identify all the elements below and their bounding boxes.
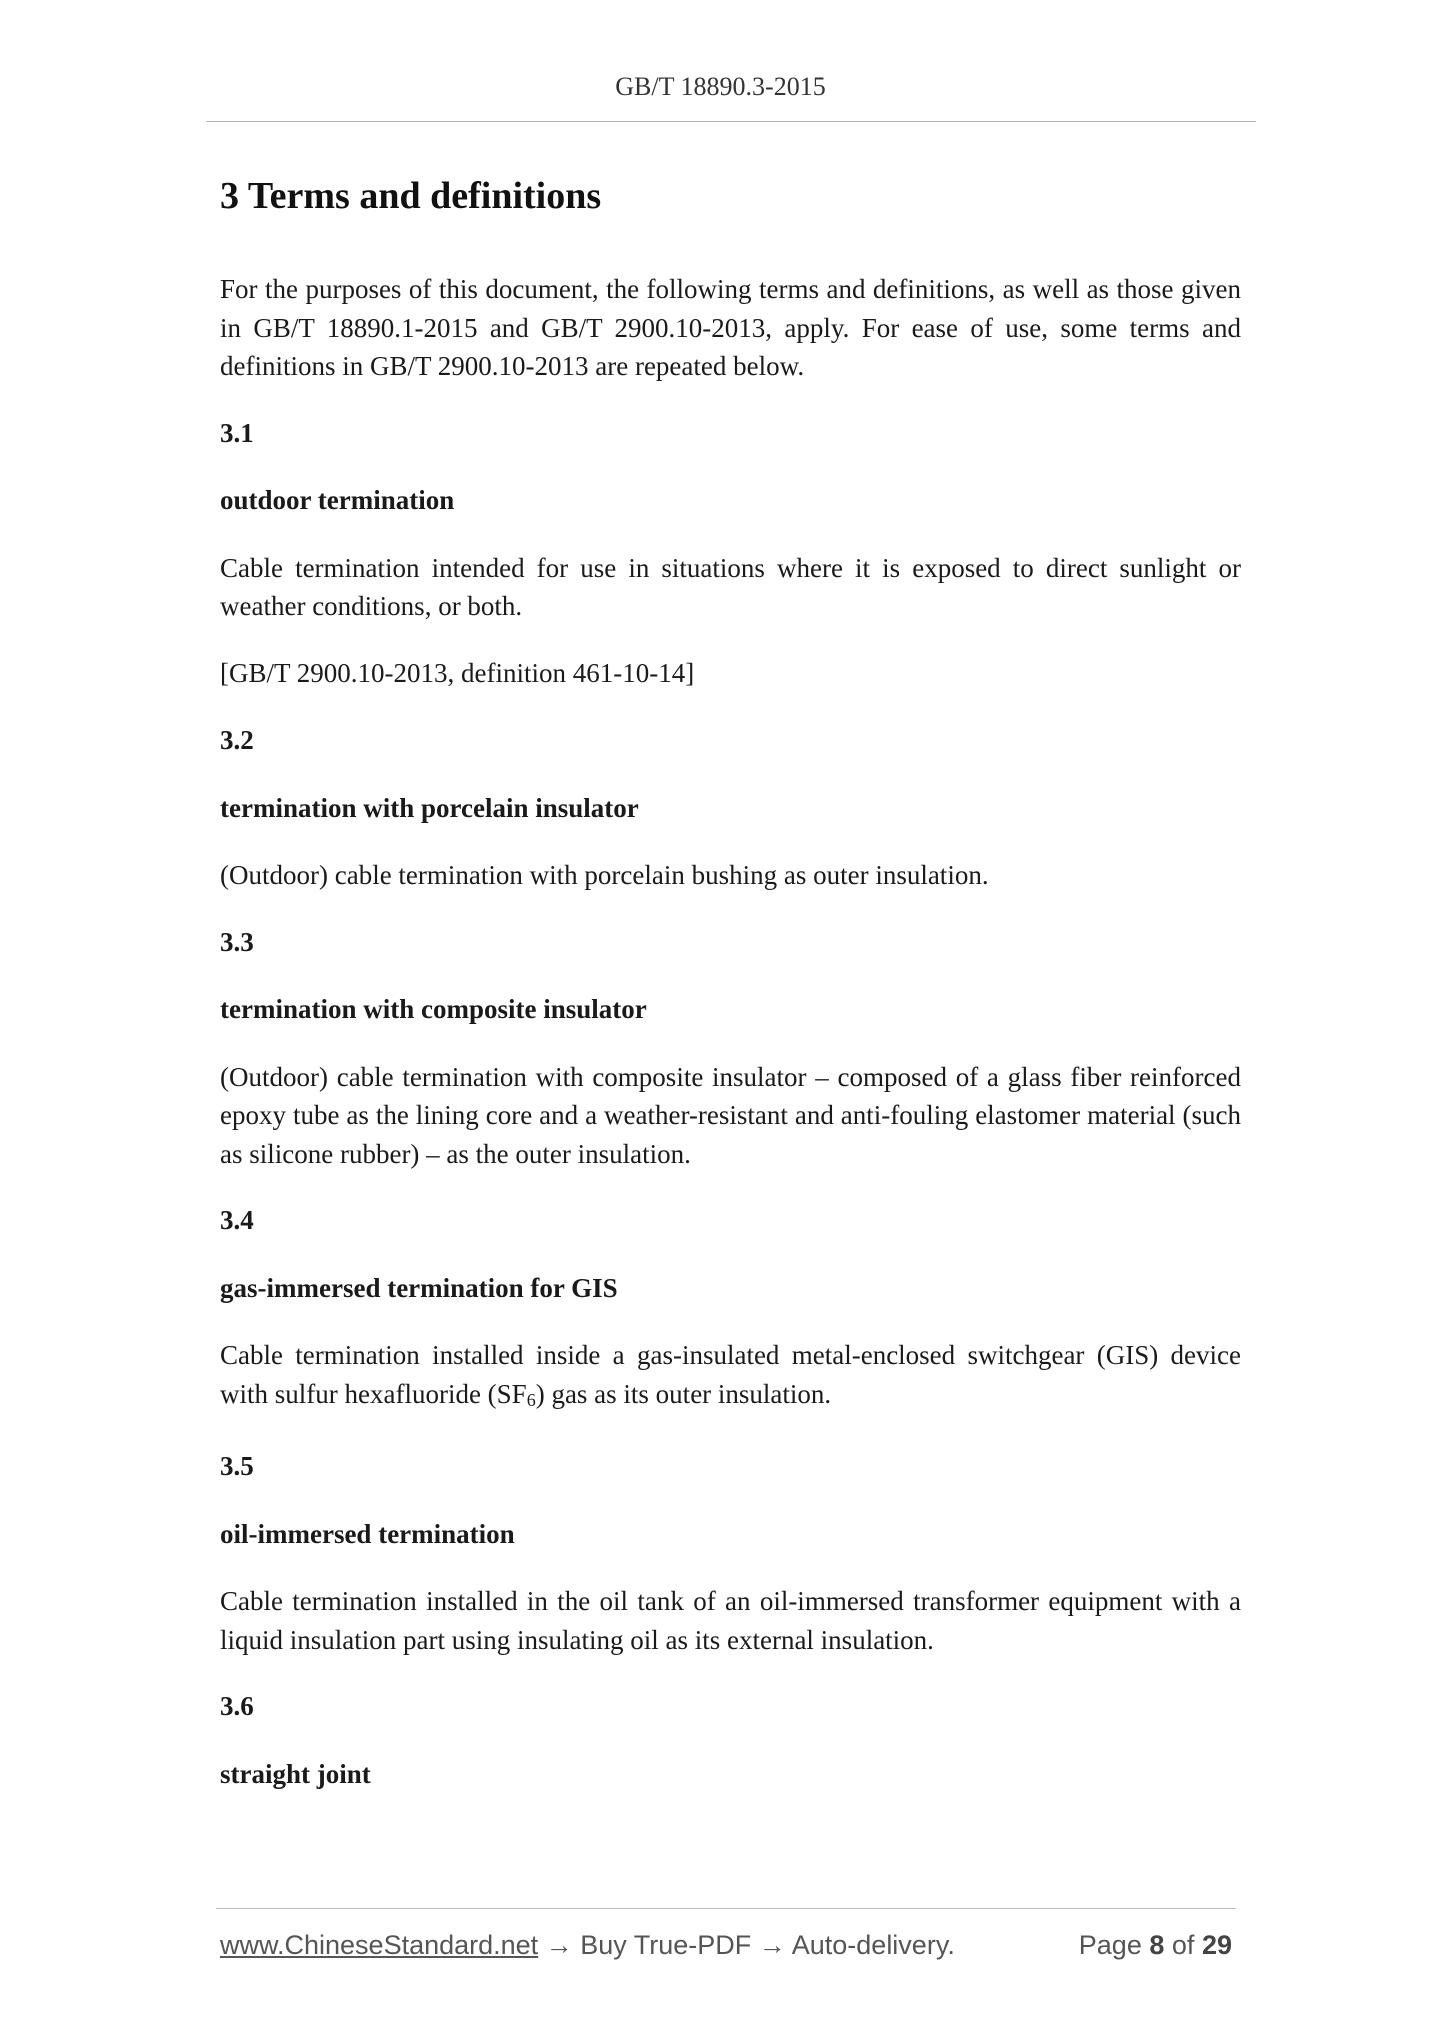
term-number: 3.4 xyxy=(220,1205,254,1235)
footer-tagline: → Buy True-PDF → Auto-delivery. xyxy=(538,1930,955,1960)
section-intro: For the purposes of this document, the following terms and definitions, as well as those given in GB/T 18890.1-2015 and GB/T 2900.10-2013, apply. For ease of use, some terms and definitions in GB/T 2900.10-2013 are repeated below. xyxy=(220,274,1241,381)
term-name: outdoor termination xyxy=(220,485,455,515)
term-definition xyxy=(220,1336,1241,1419)
footer-divider xyxy=(216,1908,1236,1909)
term-definition: (Outdoor) cable termination with composite insulator – composed of a glass fiber reinforced epoxy tube as the lining core and a weather-resistant and anti-fouling elastomer material (such as silicone rubber) – as the outer insulation. xyxy=(220,1061,1241,1169)
page-label: Page xyxy=(1078,1930,1142,1960)
term-name: straight joint xyxy=(220,1758,371,1789)
term-name: oil-immersed termination xyxy=(220,1518,515,1549)
term-definition: Cable termination installed in the oil tank of an oil-immersed transformer equipment with a liquid insulation part using insulating oil as its external insulation. xyxy=(220,1586,1241,1655)
term-number: 3.5 xyxy=(220,1451,254,1481)
page-content xyxy=(220,168,1241,1822)
term-name: termination with porcelain insulator xyxy=(220,792,639,823)
total-pages: 29 xyxy=(1201,1930,1232,1960)
term-number: 3.1 xyxy=(220,417,254,448)
term-number: 3.2 xyxy=(220,725,254,755)
section-title: 3 Terms and definitions xyxy=(220,175,602,217)
page-footer xyxy=(220,1930,1232,1961)
term-number: 3.3 xyxy=(220,926,254,957)
definition-text: ) gas as its outer insulation. xyxy=(535,1378,832,1409)
header-divider xyxy=(206,121,1256,122)
term-name: gas-immersed termination for GIS xyxy=(220,1272,618,1303)
term-source: [GB/T 2900.10-2013, definition 461-10-14] xyxy=(220,657,695,688)
term-definition: (Outdoor) cable termination with porcelain bushing as outer insulation. xyxy=(220,860,989,890)
term-number: 3.6 xyxy=(220,1691,254,1721)
running-header xyxy=(0,72,1445,102)
page-indicator xyxy=(1079,1930,1232,1961)
term-definition: Cable termination intended for use in situations where it is exposed to direct sunlight or weather conditions, or both. xyxy=(220,552,1241,621)
definition-text: Cable termination installed inside a gas-insulated metal-enclosed switchgear (GIS) device with sulfur hexafluoride (SF xyxy=(220,1340,1241,1409)
of-label: of xyxy=(1171,1930,1195,1960)
subscript: 6 xyxy=(526,1389,536,1410)
standard-id: GB/T 18890.3-2015 xyxy=(615,72,826,101)
page-number: 8 xyxy=(1149,1930,1165,1960)
term-name: termination with composite insulator xyxy=(220,994,647,1024)
website-link[interactable]: www.ChineseStandard.net xyxy=(220,1930,539,1960)
